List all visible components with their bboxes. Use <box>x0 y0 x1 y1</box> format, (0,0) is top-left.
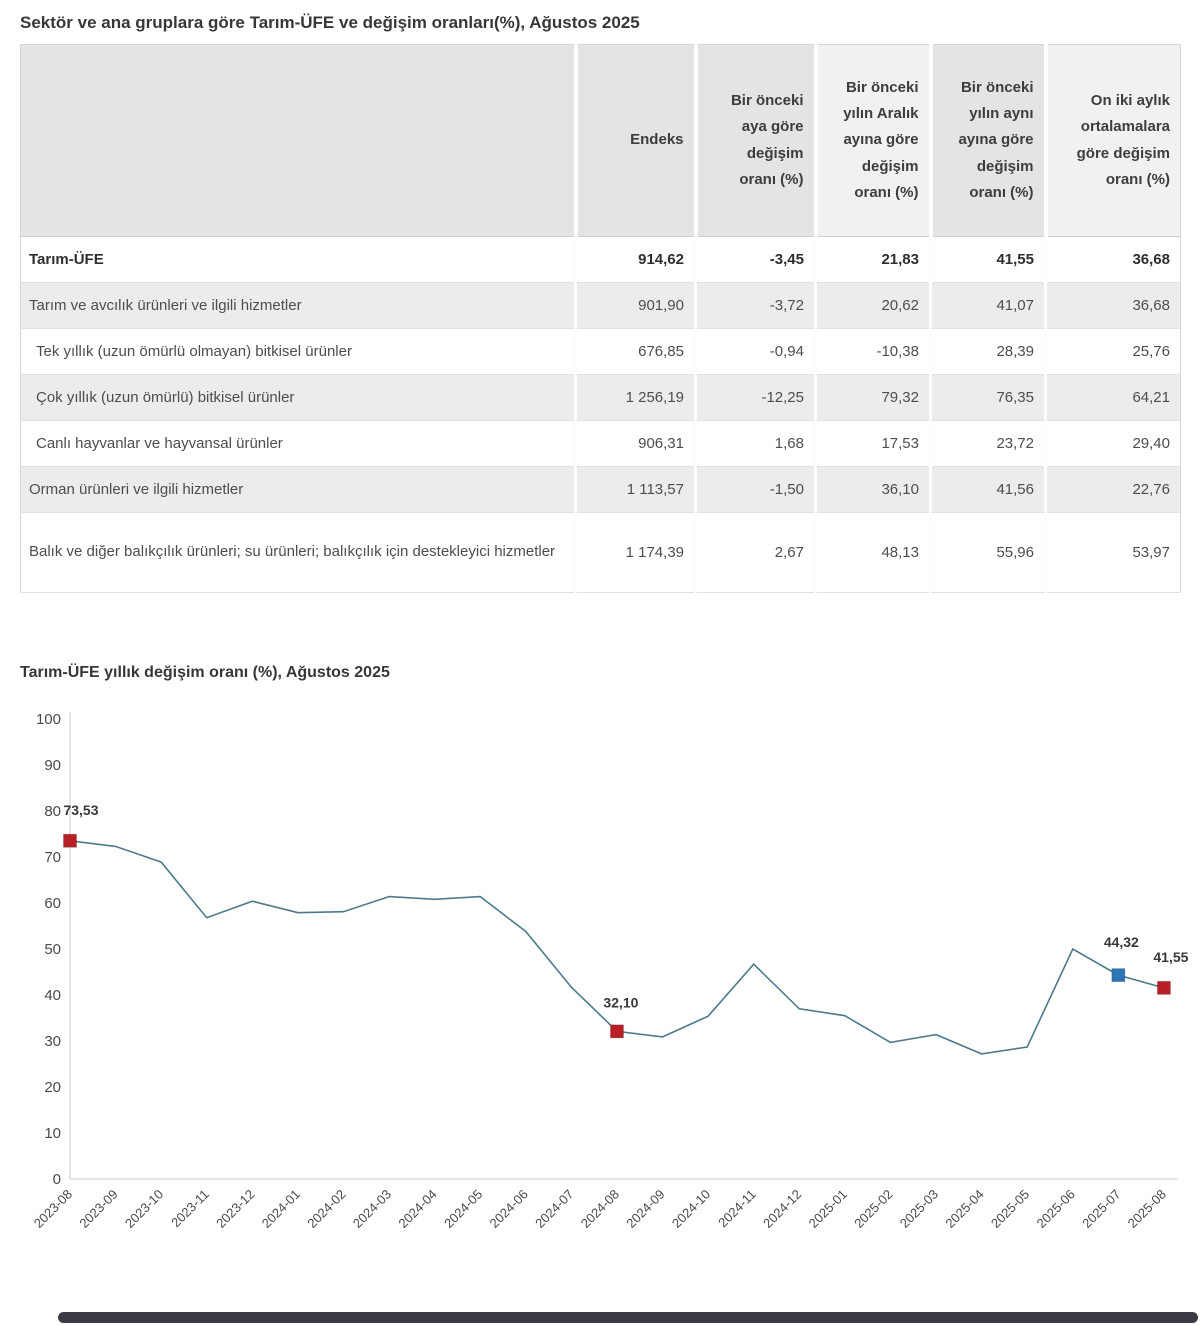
col-header-monthly-change: Bir önceki aya göre değişim oranı (%) <box>696 45 816 237</box>
y-tick-label: 70 <box>44 849 61 866</box>
row-label: Tek yıllık (uzun ömürlü olmayan) bitkisel ürünler <box>21 329 576 375</box>
y-tick-label: 90 <box>44 757 61 774</box>
x-tick-label: 2023-10 <box>121 1186 167 1231</box>
table-row <box>21 329 1181 375</box>
cell-yoy: 55,96 <box>931 513 1046 593</box>
cell-ytd: 17,53 <box>816 421 931 467</box>
data-point-marker <box>610 1025 623 1038</box>
table-row <box>21 513 1181 593</box>
cell-monthly: -12,25 <box>696 375 816 421</box>
cell-12m: 22,76 <box>1046 467 1181 513</box>
row-label: Tarım-ÜFE <box>21 237 576 283</box>
y-tick-label: 100 <box>35 711 61 728</box>
line-chart-svg <box>20 699 1200 1277</box>
cell-yoy: 28,39 <box>931 329 1046 375</box>
x-tick-label: 2025-02 <box>851 1186 896 1231</box>
x-tick-label: 2024-06 <box>486 1186 531 1231</box>
y-tick-label: 40 <box>44 987 61 1004</box>
x-tick-label: 2023-09 <box>76 1186 121 1231</box>
cell-12m: 36,68 <box>1046 237 1181 283</box>
cell-12m: 53,97 <box>1046 513 1181 593</box>
y-tick-label: 80 <box>44 803 61 820</box>
cell-monthly: 1,68 <box>696 421 816 467</box>
row-label: Çok yıllık (uzun ömürlü) bitkisel ürünler <box>21 375 576 421</box>
table-corner-cell <box>21 45 576 237</box>
x-tick-label: 2025-07 <box>1079 1186 1124 1231</box>
line-chart <box>20 699 1200 1282</box>
x-tick-label: 2024-10 <box>668 1186 714 1231</box>
x-tick-label: 2024-01 <box>258 1186 304 1231</box>
y-tick-label: 50 <box>44 941 61 958</box>
chart-title: Tarım-ÜFE yıllık değişim oranı (%), Ağustos 2025 <box>20 664 390 681</box>
x-tick-label: 2025-04 <box>942 1186 987 1231</box>
cell-endeks: 1 256,19 <box>576 375 696 421</box>
x-tick-label: 2025-06 <box>1033 1186 1078 1231</box>
x-tick-label: 2024-11 <box>715 1186 759 1231</box>
row-label: Canlı hayvanlar ve hayvansal ürünler <box>21 421 576 467</box>
x-tick-label: 2025-03 <box>896 1186 942 1231</box>
page-title: Sektör ve ana gruplara göre Tarım-ÜFE ve değişim oranları(%), Ağustos 2025 <box>20 13 640 32</box>
cell-12m: 29,40 <box>1046 421 1181 467</box>
table-row <box>21 237 1181 283</box>
col-header-12m-avg-change: On iki aylık ortalamalara göre değişim oranı (%) <box>1046 45 1181 237</box>
cell-endeks: 914,62 <box>576 237 696 283</box>
y-tick-label: 30 <box>44 1033 61 1050</box>
col-header-endeks: Endeks <box>576 45 696 237</box>
annotation-label: 44,32 <box>1103 934 1139 951</box>
cell-12m: 64,21 <box>1046 375 1181 421</box>
row-label: Tarım ve avcılık ürünleri ve ilgili hizmetler <box>21 283 576 329</box>
cell-endeks: 1 113,57 <box>576 467 696 513</box>
col-header-yoy-change: Bir önceki yılın aynı ayına göre değişim oranı (%) <box>931 45 1046 237</box>
x-tick-label: 2024-02 <box>304 1186 349 1231</box>
cell-monthly: -1,50 <box>696 467 816 513</box>
cell-yoy: 41,07 <box>931 283 1046 329</box>
y-tick-label: 60 <box>44 895 61 912</box>
agri-ppi-table <box>20 44 1181 593</box>
cell-12m: 25,76 <box>1046 329 1181 375</box>
table-row <box>21 283 1181 329</box>
table-header-row <box>21 45 1181 237</box>
x-tick-label: 2024-09 <box>623 1186 668 1231</box>
x-tick-label: 2024-07 <box>532 1186 577 1231</box>
x-tick-label: 2024-04 <box>395 1186 440 1231</box>
col-header-ytd-change: Bir önceki yılın Aralık ayına göre değişim oranı (%) <box>816 45 931 237</box>
cell-monthly: -3,72 <box>696 283 816 329</box>
cell-endeks: 676,85 <box>576 329 696 375</box>
cell-yoy: 41,55 <box>931 237 1046 283</box>
cell-yoy: 23,72 <box>931 421 1046 467</box>
annotation-label: 41,55 <box>1153 948 1189 965</box>
data-point-marker <box>64 834 77 847</box>
x-tick-label: 2025-01 <box>805 1186 850 1231</box>
x-tick-label: 2024-08 <box>577 1186 623 1231</box>
y-tick-label: 10 <box>44 1125 61 1142</box>
horizontal-scrollbar[interactable] <box>58 1312 1198 1323</box>
cell-ytd: 20,62 <box>816 283 931 329</box>
x-tick-label: 2025-08 <box>1124 1186 1170 1231</box>
annotation-label: 73,53 <box>63 801 99 818</box>
x-tick-label: 2024-03 <box>349 1186 395 1231</box>
x-tick-label: 2023-11 <box>168 1186 212 1231</box>
x-tick-label: 2023-08 <box>30 1186 76 1231</box>
data-point-marker <box>1112 969 1125 982</box>
cell-endeks: 906,31 <box>576 421 696 467</box>
cell-yoy: 76,35 <box>931 375 1046 421</box>
data-point-marker <box>1157 981 1170 994</box>
table-row <box>21 467 1181 513</box>
annotation-label: 32,10 <box>603 994 639 1011</box>
x-tick-label: 2025-05 <box>987 1186 1033 1231</box>
cell-yoy: 41,56 <box>931 467 1046 513</box>
cell-ytd: 21,83 <box>816 237 931 283</box>
x-tick-label: 2023-12 <box>213 1186 258 1231</box>
row-label: Orman ürünleri ve ilgili hizmetler <box>21 467 576 513</box>
x-tick-label: 2024-05 <box>440 1186 486 1231</box>
cell-ytd: 79,32 <box>816 375 931 421</box>
cell-ytd: 48,13 <box>816 513 931 593</box>
cell-monthly: -3,45 <box>696 237 816 283</box>
cell-endeks: 1 174,39 <box>576 513 696 593</box>
series-line <box>70 841 1164 1054</box>
cell-ytd: 36,10 <box>816 467 931 513</box>
row-label: Balık ve diğer balıkçılık ürünleri; su ürünleri; balıkçılık için destekleyici hizmetler <box>21 513 576 593</box>
x-tick-label: 2024-12 <box>760 1186 805 1231</box>
table-row <box>21 375 1181 421</box>
cell-ytd: -10,38 <box>816 329 931 375</box>
y-tick-label: 0 <box>52 1171 61 1188</box>
cell-monthly: -0,94 <box>696 329 816 375</box>
y-tick-label: 20 <box>44 1079 61 1096</box>
cell-12m: 36,68 <box>1046 283 1181 329</box>
table-row <box>21 421 1181 467</box>
cell-endeks: 901,90 <box>576 283 696 329</box>
cell-monthly: 2,67 <box>696 513 816 593</box>
